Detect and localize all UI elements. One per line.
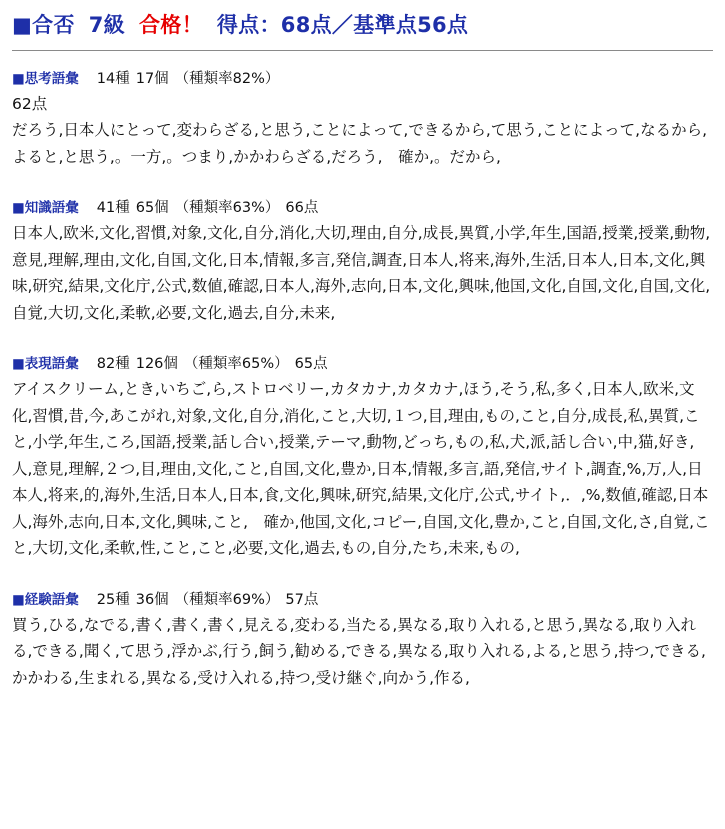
section-score: 62点 xyxy=(12,95,48,113)
type-ratio: （種類率69%） xyxy=(174,591,280,608)
type-ratio: （種類率65%） xyxy=(183,356,289,372)
section-heading xyxy=(12,588,713,612)
section-title: ■経験語彙 xyxy=(12,591,79,608)
result-label: 合否 xyxy=(32,13,75,37)
word-list: だろう,日本人にとって,変わらざる,と思う,ことによって,できるから,て思う,ことによって,なるから,よると,と思う,。一方,。つまり,かかわらざる,だろう, 確か,。だから, xyxy=(12,121,708,166)
token-count: 17個 xyxy=(135,71,169,87)
section-experience-vocabulary xyxy=(12,588,713,692)
word-list: アイスクリーム,とき,いちご,ら,ストロベリー,カタカナ,カタカナ,ほう,そう,私,多く,日本人,欧米,文化,習慣,昔,今,あこがれ,対象,文化,自分,消化,こと,大切,１つ,目,理由,もの,こと,自分,成長,私,異質,こと,小学,年生,ころ,国語,授業,話し合い,授業,テーマ,動物,どっち,もの,私,犬,派,話し合い,中,猫,好き,人,意見,理解,２つ,目,理由,文化,こと,自国,文化,豊か,日本,情報,多言,語,発信,サイト,調査,%,万,人,日本人,将来,的,海外,生活,日本人,日本,食,文化,興味,研究,結果,文化庁,公式,サイト,．,%,数値,確認,日本人,海外,志向,日本,文化,興味,こと, 確か,他国,文化,コピー,自国,文化,豊か,こと,自国,文化,さ,自覚,こと,大切,文化,柔軟,性,こと,こと,必要,文化,過去,もの,自分,たち,未来,もの, xyxy=(12,380,710,557)
section-heading xyxy=(12,67,713,91)
section-title: ■知識語彙 xyxy=(12,200,79,216)
section-heading xyxy=(12,352,713,376)
types-count: 82種 xyxy=(96,356,130,372)
word-list: 日本人,欧米,文化,習慣,対象,文化,自分,消化,大切,理由,自分,成長,異質,小学,年生,国語,授業,授業,動物,意見,理解,理由,文化,自国,文化,日本,情報,多言,発信,調査,日本人,将来,海外,生活,日本人,日本,文化,興味,研究,結果,文化庁,公式,数値,確認,日本人,海外,志向,日本,文化,興味,他国,文化,自国,文化,自国,文化,自覚,大切,文化,柔軟,必要,文化,過去,自分,未来, xyxy=(12,224,711,322)
pass-label: 合格！ xyxy=(138,13,203,37)
word-list: 買う,ひる,なでる,書く,書く,書く,見える,変わる,当たる,異なる,取り入れる,と思う,異なる,取り入れる,できる,聞く,て思う,浮かぶ,行う,飼う,勧める,できる,異なる,取り入れる,よる,と思う,持つ,できる,かかわる,生まれる,異なる,受け入れる,持つ,受け継ぐ,向かう,作る, xyxy=(12,615,706,687)
type-ratio: （種類率82%） xyxy=(174,71,280,87)
header-divider xyxy=(12,50,713,51)
section-thinking-vocabulary xyxy=(12,67,713,170)
section-score: 57点 xyxy=(285,591,319,608)
section-expression-vocabulary xyxy=(12,352,713,562)
types-count: 41種 xyxy=(96,200,130,216)
type-ratio: （種類率63%） xyxy=(174,200,280,216)
result-header xyxy=(12,10,713,44)
types-count: 14種 xyxy=(96,71,130,87)
header-mark: ■ xyxy=(12,13,33,37)
types-count: 25種 xyxy=(96,591,130,608)
section-heading xyxy=(12,196,713,220)
grade-label: 7級 xyxy=(88,13,125,37)
section-knowledge-vocabulary xyxy=(12,196,713,326)
token-count: 65個 xyxy=(135,200,169,216)
section-score: 65点 xyxy=(294,356,328,372)
section-title: ■表現語彙 xyxy=(12,356,79,372)
section-title: ■思考語彙 xyxy=(12,71,79,87)
score-summary: 得点：68点／基準点56点 xyxy=(216,13,469,37)
section-score: 66点 xyxy=(285,200,319,216)
token-count: 126個 xyxy=(135,356,178,372)
token-count: 36個 xyxy=(135,591,169,608)
